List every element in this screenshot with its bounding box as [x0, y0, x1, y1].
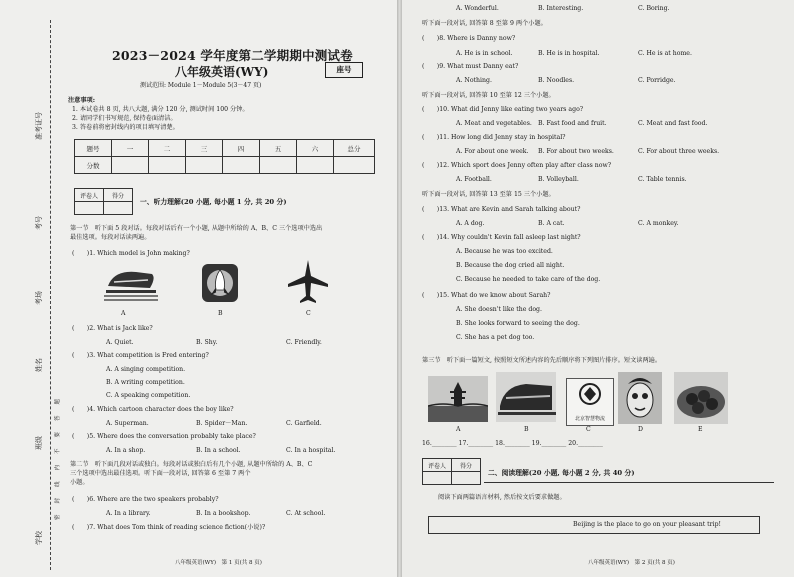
side-label-school: 学校: [35, 531, 43, 545]
option: B. A cat.: [538, 220, 565, 227]
option: A. Quiet.: [106, 339, 134, 346]
option: C. At school.: [286, 510, 326, 517]
option: A. She doesn't like the dog.: [456, 306, 542, 313]
score-label: 得分: [452, 459, 481, 472]
score-cell[interactable]: [186, 157, 223, 174]
score-header-cell: 题号: [75, 140, 112, 157]
part2-intro: 三个选项中选出最佳选项。听下面一段对话, 回答第 6 至第 7 两个: [70, 470, 251, 477]
pic-label: E: [698, 426, 703, 433]
question-3: ( )3. What competition is Fred entering?: [72, 352, 209, 359]
grader-table: [74, 188, 133, 215]
question-7: ( )7. What does Tom think of reading science fiction(小说)?: [72, 524, 266, 531]
option: A. He is in school.: [456, 50, 513, 57]
side-label-exam-number: 考号: [35, 216, 43, 230]
reading-title-box: [428, 516, 760, 534]
option: B. In a bookshop.: [196, 510, 251, 517]
grader-label: 评卷人: [423, 459, 452, 472]
pagoda-lake-picture: [428, 376, 488, 422]
score-header-cell: 六: [297, 140, 334, 157]
option: C. She has a pet dog too.: [456, 334, 535, 341]
question-line: ( )14. Why couldn't Kevin fall asleep last night?: [422, 234, 581, 241]
option: A. In a shop.: [106, 447, 146, 454]
option: A. Superman.: [106, 420, 149, 427]
option: A. In a library.: [106, 510, 151, 517]
grader-label: 评卷人: [75, 189, 104, 202]
food-dish-picture: [674, 372, 728, 424]
option: A. Wonderful.: [456, 5, 499, 12]
reading-intro: 阅读下面两篇语言材料, 然后按文后要求做题。: [438, 494, 566, 501]
score-label: 得分: [104, 189, 133, 202]
question-line: ( )8. Where is Danny now?: [422, 35, 516, 42]
question-4: ( )4. Which cartoon character does the boy like?: [72, 406, 234, 413]
option: C. Garfield.: [286, 420, 322, 427]
option: C. Because he needed to take care of the dog.: [456, 276, 601, 283]
logo-caption: 北京智慧物流: [574, 416, 605, 422]
question-line: ( )12. Which sport does Jenny often play after class now?: [422, 162, 612, 169]
option: C. For about three weeks.: [638, 148, 720, 155]
score-cell[interactable]: [452, 472, 481, 485]
exam-subtitle: 八年级英语(WY): [175, 65, 269, 79]
score-header-cell: 二: [149, 140, 186, 157]
score-header-cell: 三: [186, 140, 223, 157]
option: B. Volleyball.: [538, 176, 579, 183]
option: C. He is at home.: [638, 50, 692, 57]
option: C. A speaking competition.: [106, 392, 191, 399]
train-model-picture: [100, 262, 160, 304]
grader-cell[interactable]: [423, 472, 452, 485]
option: A. Nothing.: [456, 77, 492, 84]
side-label-class: 班级: [35, 436, 43, 450]
side-label-name: 姓名: [35, 358, 43, 372]
option: C. In a hospital.: [286, 447, 336, 454]
question-1: ( )1. Which model is John making?: [72, 250, 190, 257]
question-5: ( )5. Where does the conversation probably take place?: [72, 433, 256, 440]
option: C. A monkey.: [638, 220, 679, 227]
option: B. In a school.: [196, 447, 241, 454]
section-reading-title: 二、阅读理解(20 小题, 每小题 2 分, 共 40 分): [488, 469, 635, 477]
option: A. Because he was too excited.: [456, 248, 553, 255]
question-line: ( )10. What did Jenny like eating two years ago?: [422, 106, 584, 113]
logo-picture: [566, 378, 614, 426]
question-line: 听下面一段对话, 回答第 10 至第 12 三个小题。: [422, 92, 555, 99]
right-page: [402, 0, 794, 577]
score-cell[interactable]: [112, 157, 149, 174]
exam-range: 测试范围: Module 1－Module 5(3－47 页): [140, 82, 262, 89]
option: B. A writing competition.: [106, 379, 185, 386]
rocket-model-picture: [200, 262, 240, 304]
score-row-label: 分数: [75, 157, 112, 174]
score-cell[interactable]: [297, 157, 334, 174]
notes-heading: 注意事项:: [68, 97, 96, 104]
option: C. Table tennis.: [638, 176, 687, 183]
option-label: B: [218, 310, 223, 317]
option: B. She looks forward to seeing the dog.: [456, 320, 580, 327]
option: A. A dog.: [456, 220, 485, 227]
score-cell[interactable]: [223, 157, 260, 174]
score-cell[interactable]: [260, 157, 297, 174]
opera-mask-picture: [618, 372, 662, 424]
question-line: ( )9. What must Danny eat?: [422, 63, 519, 70]
question-6: ( )6. Where are the two speakers probably?: [72, 496, 219, 503]
part3-intro: 第三节 听下面一篇短文, 按照短文所述内容的先后顺序将下列图片排序。短文读两遍。: [422, 357, 662, 364]
question-line: ( )15. What do we know about Sarah?: [422, 292, 551, 299]
option: A. A singing competition.: [106, 366, 186, 373]
note-line: 2. 请同学们书写规范, 保持卷面清洁。: [72, 115, 177, 122]
option-label: A: [121, 310, 126, 317]
score-table: [74, 139, 375, 174]
question-2: ( )2. What is Jack like?: [72, 325, 153, 332]
high-speed-train-picture: [496, 372, 556, 422]
option: B. Spider－Man.: [196, 420, 248, 427]
note-line: 1. 本试卷共 8 页, 共八大题, 满分 120 分, 测试时间 100 分钟。: [72, 106, 249, 113]
page-footer: 八年级英语(WY) 第 1 页(共 8 页): [175, 560, 262, 566]
question-line: 听下面一段对话, 回答第 8 至第 9 两个小题。: [422, 20, 547, 27]
answer-blanks[interactable]: 16.________ 17.________ 18.________ 19.________ 20.________: [422, 440, 603, 447]
score-cell[interactable]: [104, 202, 133, 215]
pic-label: C: [586, 426, 591, 433]
option: A. For about one week.: [456, 148, 529, 155]
question-line: 听下面一段对话, 回答第 13 至第 15 三个小题。: [422, 191, 555, 198]
section-listening-title: 一、听力理解(20 小题, 每小题 1 分, 共 20 分): [140, 198, 287, 206]
option: B. He is in hospital.: [538, 50, 600, 57]
page-footer: 八年级英语(WY) 第 2 页(共 8 页): [588, 560, 675, 566]
question-line: ( )13. What are Kevin and Sarah talking about?: [422, 206, 581, 213]
score-header-cell: 五: [260, 140, 297, 157]
pic-label: D: [638, 426, 643, 433]
option: C. Boring.: [638, 5, 670, 12]
score-cell[interactable]: [334, 157, 375, 174]
pic-label: B: [524, 426, 529, 433]
grader-cell[interactable]: [75, 202, 104, 215]
score-header-cell: 四: [223, 140, 260, 157]
part2-intro: 第二节 听下面几段对话或独白。每段对话或独白后有几个小题, 从题中所给的 A、B、C: [70, 461, 313, 468]
side-label-ticket-number: 准考证号: [35, 112, 43, 140]
logo-mark-icon: [567, 379, 613, 411]
option: B. Interesting.: [538, 5, 584, 12]
option: A. Football.: [456, 176, 492, 183]
seat-number-box: 座号: [325, 62, 363, 78]
note-line: 3. 答卷前将密封线内的项目填写清楚。: [72, 124, 179, 131]
question-line: ( )11. How long did Jenny stay in hospital?: [422, 134, 566, 141]
option: B. Because the dog cried all night.: [456, 262, 565, 269]
part2-intro: 小题。: [70, 479, 89, 486]
side-label-exam-room: 考场: [35, 291, 43, 305]
part1-intro: 第一节 听下面 5 段对话。每段对话后有一个小题, 从题中所给的 A、B、C 三个选项中选出: [70, 225, 323, 232]
reading-title: Beijing is the place to go on your pleasant trip!: [573, 521, 722, 528]
section-divider: [484, 482, 774, 483]
option: C. Friendly.: [286, 339, 322, 346]
score-header-cell: 总分: [334, 140, 375, 157]
seal-line: [50, 20, 51, 570]
option: C. Meat and fast food.: [638, 120, 708, 127]
option: B. Noodles.: [538, 77, 575, 84]
option: C. Porridge.: [638, 77, 676, 84]
part1-intro: 最佳选项。每段对话读两遍。: [70, 234, 151, 241]
plane-model-picture: [286, 258, 330, 306]
option-label: C: [306, 310, 311, 317]
score-cell[interactable]: [149, 157, 186, 174]
option: B. Fast food and fruit.: [538, 120, 607, 127]
score-header-cell: 一: [112, 140, 149, 157]
pic-label: A: [456, 426, 461, 433]
grader-table: [422, 458, 481, 485]
option: A. Meat and vegetables.: [456, 120, 532, 127]
option: B. Shy.: [196, 339, 218, 346]
option: B. For about two weeks.: [538, 148, 614, 155]
exam-title: 2023－2024 学年度第二学期期中测试卷: [112, 48, 353, 63]
side-seal-text: 密 封 线 内 不 要 答 题: [55, 398, 61, 520]
